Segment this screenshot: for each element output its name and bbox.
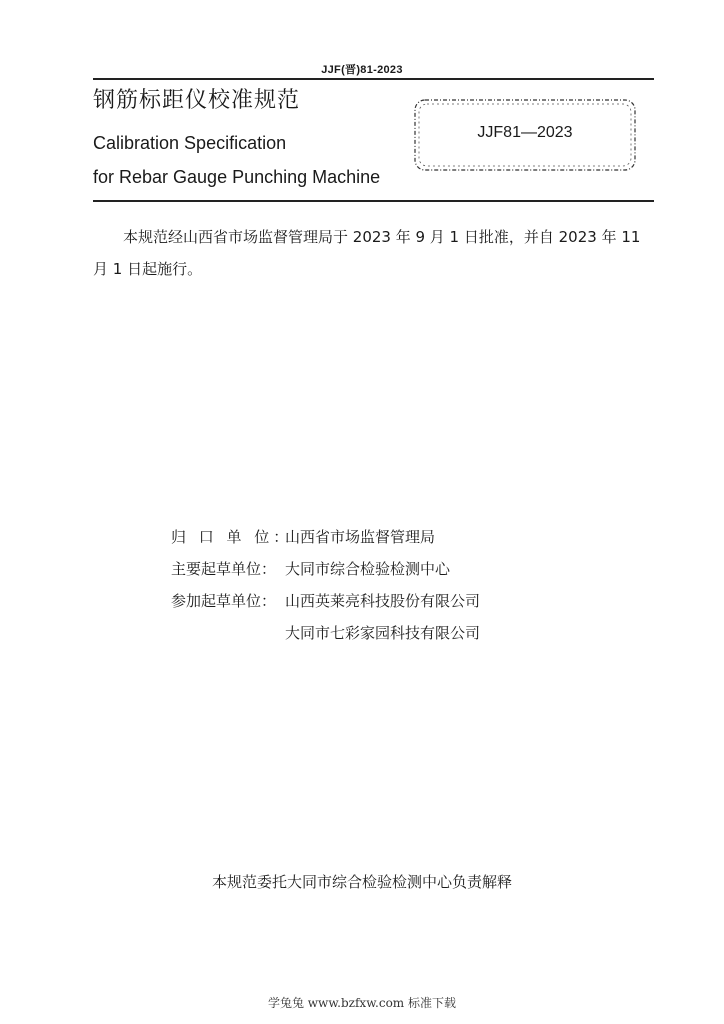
top-rule xyxy=(93,78,654,80)
interpretation-statement: 本规范委托大同市综合检验检测中心负责解释 xyxy=(211,873,512,891)
responsible-unit-row xyxy=(171,527,480,559)
participating-drafter-label: 参加起草单位： xyxy=(171,592,277,610)
main-drafter-row xyxy=(171,559,480,591)
download-watermark: 学兔兔 www.bzfxw.com 标准下载 xyxy=(267,996,457,1010)
main-drafter-label: 主要起草单位： xyxy=(171,560,277,578)
participating-drafter-row xyxy=(171,623,480,655)
participating-drafter-value: 大同市七彩家园科技有限公司 xyxy=(285,624,481,642)
participating-drafter-value: 山西英莱亮科技股份有限公司 xyxy=(285,592,481,610)
title-english-line2: for Rebar Gauge Punching Machine xyxy=(93,167,381,187)
responsible-unit-value: 山西省市场监督管理局 xyxy=(285,528,436,546)
approval-statement: 本规范经山西省市场监督管理局于 2023 年 9 月 1 日批准，并自 2023 年 11 月 1 日起施行。 xyxy=(93,228,641,278)
bottom-rule xyxy=(93,200,654,202)
document-code: JJF(晋)81-2023 xyxy=(321,64,403,76)
title-chinese: 钢筋标距仪校准规范 xyxy=(93,88,301,113)
responsible-unit-label: 归 口 单 位： xyxy=(171,528,293,546)
participating-drafter-row xyxy=(171,591,480,623)
title-english-line1: Calibration Specification xyxy=(93,133,287,153)
organization-list xyxy=(171,527,480,655)
main-drafter-value: 大同市综合检验检测中心 xyxy=(285,560,451,578)
specification-code: JJF81—2023 xyxy=(477,124,573,141)
